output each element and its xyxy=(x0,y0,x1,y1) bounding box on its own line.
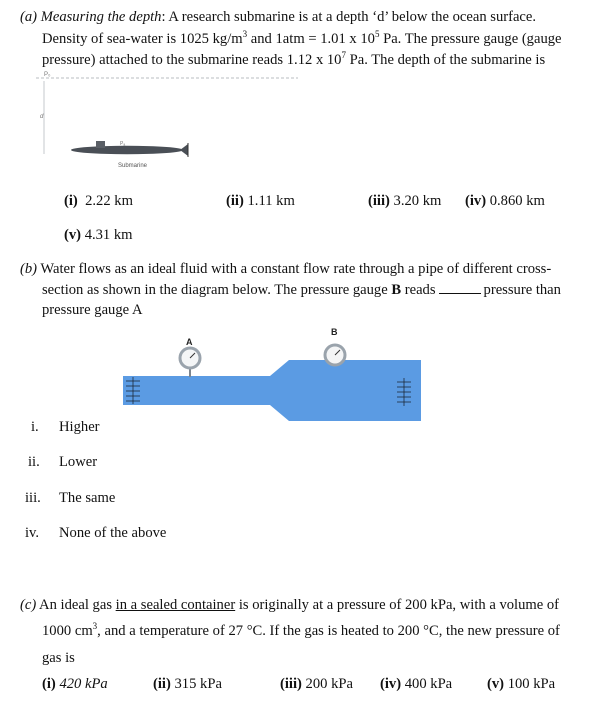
pressure-than-text: pressure than xyxy=(483,282,561,298)
part-c-text-3: gas is xyxy=(42,650,75,666)
part-a-option-2 xyxy=(226,193,295,210)
part-c-label: (c) xyxy=(20,597,37,613)
gauge-b-label: B xyxy=(331,327,338,337)
part-c-text-1: An ideal gas xyxy=(36,597,116,613)
part-a-line-3 xyxy=(42,52,545,69)
part-a-option-5 xyxy=(64,227,133,244)
outlet-flow-arrows xyxy=(397,378,411,406)
part-b-option-4 xyxy=(25,525,39,542)
reads-text: reads xyxy=(401,282,436,298)
option-text: 3.20 km xyxy=(393,193,442,209)
part-c-text-2: is originally at a pressure of 200 kPa, with a volume of xyxy=(235,597,560,613)
part-a-option-1 xyxy=(64,193,133,210)
option-number: (v) xyxy=(64,227,82,243)
part-b-option-3-text: The same xyxy=(59,490,116,506)
submarine-icon xyxy=(71,141,188,157)
pressure-reading-text: pressure) attached to the submarine reads 1.12 x 10 xyxy=(42,52,342,68)
option-number: iv. xyxy=(25,525,40,541)
part-b-text-2: section as shown in the diagram below. The pressure gauge xyxy=(42,282,392,298)
gauge-text: Pa. The pressure gauge (gauge xyxy=(379,31,562,47)
superscript: 7 xyxy=(341,50,346,61)
sealed-container-text: in a sealed container xyxy=(115,597,236,613)
part-b-text-3: pressure gauge A xyxy=(42,302,143,318)
part-a-option-3 xyxy=(368,193,441,210)
gauge-b xyxy=(325,345,345,366)
answer-blank xyxy=(439,283,481,294)
option-text: 100 kPa xyxy=(507,676,556,692)
option-number: (ii) xyxy=(153,676,171,692)
part-c-line-1 xyxy=(20,597,559,614)
part-b-option-2-text: Lower xyxy=(59,454,98,470)
part-b-option-1-text: Higher xyxy=(59,419,100,435)
part-a-title: Measuring the depth xyxy=(40,9,162,25)
part-b-option-3 xyxy=(25,490,41,507)
submarine-figure xyxy=(30,70,310,180)
pipe-figure xyxy=(95,320,455,430)
part-a-line-2 xyxy=(42,31,562,48)
temperature-text: , and a temperature of 27 °C. If the gas is heated to 200 °C, the new pressure of xyxy=(97,623,560,639)
option-number: (iv) xyxy=(380,676,402,692)
option-text: 315 kPa xyxy=(174,676,222,692)
option-text: 400 kPa xyxy=(404,676,453,692)
superscript: 3 xyxy=(92,621,98,632)
gauge-a-label: A xyxy=(186,337,193,347)
part-b-option-1 xyxy=(31,419,39,436)
atm-text: and 1atm = 1.01 x 10 xyxy=(247,31,375,47)
density-text: Density of sea-water is 1025 kg/m xyxy=(42,31,243,47)
part-c-line-2 xyxy=(42,623,560,640)
option-text: 2.22 km xyxy=(85,193,133,209)
option-text: 420 kPa xyxy=(59,676,108,692)
part-c-line-3 xyxy=(42,650,75,667)
option-number: (i) xyxy=(64,193,78,209)
gauge-a xyxy=(180,348,200,377)
part-c-option-5 xyxy=(487,676,555,693)
part-c-option-2 xyxy=(153,676,222,693)
part-a-label: (a) xyxy=(20,9,38,25)
superscript: 5 xyxy=(374,29,380,40)
option-number: iii. xyxy=(25,490,41,506)
pipe xyxy=(123,360,421,421)
submarine-caption: Submarine xyxy=(118,163,148,169)
superscript: 3 xyxy=(242,29,248,40)
p0-label: P₀ xyxy=(44,72,51,78)
part-b-line-2 xyxy=(42,282,561,299)
option-text: 4.31 km xyxy=(84,227,133,243)
part-b-text-1: Water flows as an ideal fluid with a constant flow rate through a pipe of different cross- xyxy=(37,261,552,277)
part-a-text-1: : A research submarine is at a depth ‘d’ below the ocean surface. xyxy=(161,9,537,25)
depth-question-text: Pa. The depth of the submarine is xyxy=(345,52,546,68)
option-number: (v) xyxy=(487,676,505,692)
volume-text: 1000 cm xyxy=(42,623,93,639)
option-number: (iii) xyxy=(368,193,390,209)
part-c-option-1 xyxy=(42,676,108,693)
option-number: ii. xyxy=(28,454,40,470)
part-c-option-4 xyxy=(380,676,452,693)
option-text: 200 kPa xyxy=(305,676,353,692)
part-a-option-4 xyxy=(465,193,545,210)
pw-label: Pₐ xyxy=(120,141,126,147)
option-text: 0.860 km xyxy=(489,193,545,209)
depth-label: d xyxy=(40,114,44,120)
option-text: 1.11 km xyxy=(247,193,295,209)
option-number: i. xyxy=(31,419,39,435)
part-b-label: (b) xyxy=(20,261,38,277)
part-b-option-2 xyxy=(28,454,40,471)
part-c-option-3 xyxy=(280,676,353,693)
part-b-line-3 xyxy=(42,302,143,319)
option-number: (iii) xyxy=(280,676,302,692)
part-b-line-1 xyxy=(20,261,551,278)
part-b-option-4-text: None of the above xyxy=(59,525,167,541)
option-number: (iv) xyxy=(465,193,487,209)
option-number: (i) xyxy=(42,676,56,692)
part-a-line-1 xyxy=(20,9,536,26)
gauge-b-ref: B xyxy=(391,282,402,298)
option-number: (ii) xyxy=(226,193,244,209)
